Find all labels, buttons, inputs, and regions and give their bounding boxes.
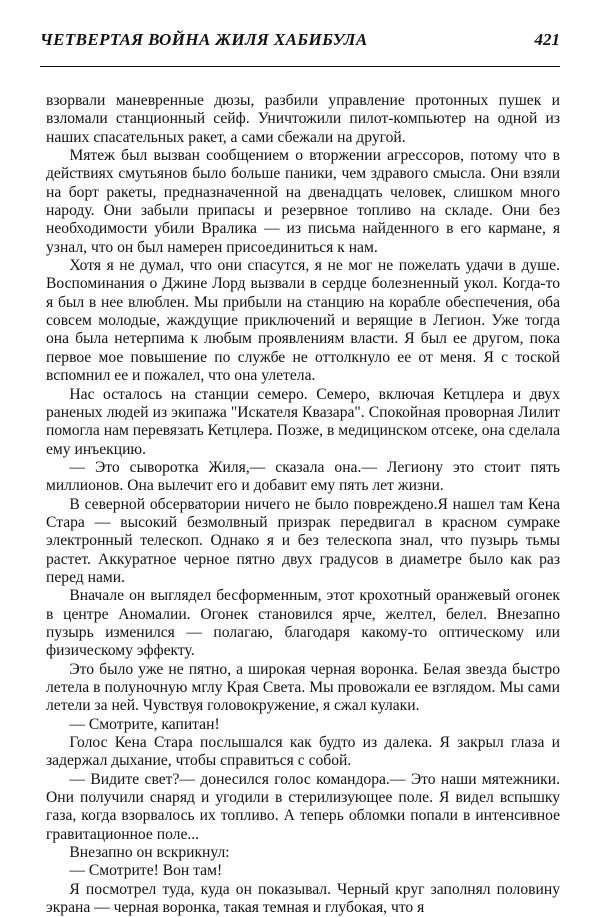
running-header	[40, 22, 560, 67]
paragraph-5: — Это сыворотка Жиля,— сказала она.— Легиону это стоит пять миллионов. Она вылечит его и добавит ему пять лет жизни.	[46, 458, 560, 495]
paragraph-12: Внезапно он вскрикнул:	[69, 844, 230, 862]
paragraph-4: Нас осталось на станции семеро. Семеро, включая Кетцлера и двух раненых людей из экипажа "Искателя Квазара". Спокойная проворная Лилит помогла нам перевязать Кетцлера. Позже, в медицинском отсеке, она сделала ему инъекцию.	[46, 385, 560, 458]
paragraph-1: взорвали маневренные дюзы, разбили управление протонных пушек и взломали станционный сейф. Уничтожили пилот-компьютер на одной из наших спасательных ракет, а сами сбежали на другой.	[46, 92, 560, 146]
body-text	[46, 92, 560, 917]
paragraph-9: — Смотрите, капитан!	[69, 715, 220, 733]
running-title: ЧЕТВЕРТАЯ ВОЙНА ЖИЛЯ ХАБИБУЛА	[40, 30, 368, 49]
paragraph-3: Хотя я не думал, что они спасутся, я не мог не пожелать удачи в душе. Воспоминания о Джине Лорд вызвали в сердце болезненный укол. Когда-то я был в нее влюблен. Мы прибыли на станцию на корабле обеспечения, оба совсем молодые, жаждущие приключений и верящие в Легион. Уже тогда она была нетерпима к любым проявлениям власти. Я был ее другом, пока первое мое повышение по службе не оттолкнуло ее от меня. Я с тоской вспомнил ее и пожалел, что она улетела.	[46, 257, 560, 385]
page-number: 421	[534, 30, 560, 49]
paragraph-6: В северной обсерватории ничего не было повреждено.Я нашел там Кена Стара — высокий безмолвный призрак передвигал в красном сумраке электронный телескоп. Однако я и без телескопа знал, что пузырь тьмы растет. Аккуратное черное пятно двух градусов в диаметре было как раз перед нами.	[46, 495, 560, 586]
paragraph-13: — Смотрите! Вон там!	[69, 862, 223, 880]
paragraph-2: Мятеж был вызван сообщением о вторжении агрессоров, потому что в действиях смутьянов было больше паники, чем здравого смысла. Они взяли на борт ракеты, предназначенной на двенадцать человек, слишком много народу. Они забыли припасы и резервное топливо на складе. Они без необходимости убили Вралика — из письма найденного в его кармане, я узнал, что он был намерен присоединиться к нам.	[46, 147, 560, 256]
paragraph-10: Голос Кена Стара послышался как будто из далека. Я закрыл глаза и задержал дыхание, чтобы справиться с собой.	[46, 734, 560, 770]
paragraph-11: — Видите свет?— донесился голос командора.— Это наши мятежники. Они получили снаряд и угодили в стерилизующее поле. Я видел вспышку газа, когда взорвалось их топливо. А теперь обломки попали в интенсивное гравитационное поле...	[46, 770, 560, 843]
paragraph-7: Вначале он выглядел бесформенным, этот крохотный оранжевый огонек в центре Аномалии. Огонек становился ярче, желтел, белел. Внезапно пузырь изменился — полагаю, благодаря какому-то оптическому или физическому эффекту.	[46, 587, 560, 660]
paragraph-14: Я посмотрел туда, куда он показывал. Черный круг заполнял половину экрана — черная воронка, такая темная и глубокая, что я	[46, 880, 560, 917]
paragraph-8: Это было уже не пятно, а широкая черная воронка. Белая звезда быстро летела в полуночную мглу Края Света. Мы провожали ее взглядом. Мы сами летели за ней. Чувствуя головокружение, я сжал кулаки.	[46, 660, 560, 715]
